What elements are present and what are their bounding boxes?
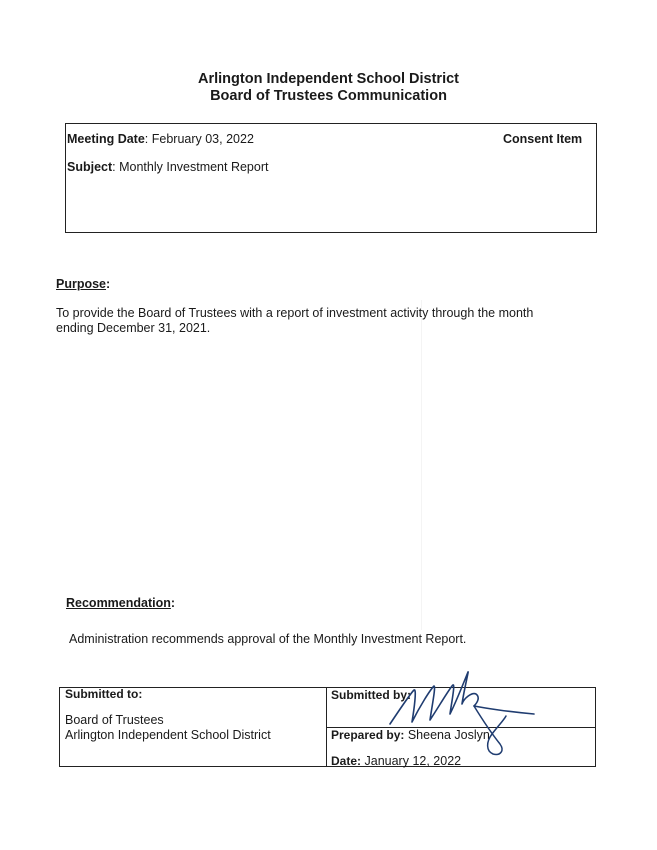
communication-title: Board of Trustees Communication: [210, 88, 447, 104]
purpose-heading-text: Purpose: [56, 277, 107, 291]
submitted-by-label: Submitted by:: [331, 688, 411, 702]
consent-item-label: Consent Item: [503, 132, 583, 146]
handwritten-signature: [380, 664, 540, 759]
recommendation-text: Administration recommends approval of the Monthly Investment Report.: [69, 632, 467, 646]
meeting-date-value: : February 03, 2022: [144, 132, 254, 146]
prepared-by-label: Prepared by:: [331, 728, 405, 742]
purpose-line-2: ending December 31, 2021.: [56, 321, 211, 335]
recommendation-heading-text: Recommendation: [66, 596, 171, 610]
date-label: Date:: [331, 754, 362, 768]
subject-value: : Monthly Investment Report: [112, 160, 269, 174]
subject-label: Subject: [67, 160, 113, 174]
recipient-line-1: Board of Trustees: [65, 713, 164, 727]
date-value: January 12, 2022: [364, 754, 462, 768]
submitted-to-label: Submitted to:: [65, 687, 143, 701]
meeting-date: [67, 132, 254, 146]
recommendation-heading: Recommendation:: [66, 596, 176, 610]
recipient-line-2: Arlington Independent School District: [65, 728, 271, 742]
meeting-date-label: Meeting Date: [67, 132, 145, 146]
purpose-heading: Purpose:: [56, 277, 111, 291]
purpose-line-1: To provide the Board of Trustees with a report of investment activity through the month: [56, 306, 534, 320]
scan-artifact-line: [421, 300, 422, 630]
district-title: Arlington Independent School District: [198, 71, 459, 87]
prepared-by-value: Sheena Joslyn: [407, 728, 490, 742]
subject: [67, 160, 268, 174]
